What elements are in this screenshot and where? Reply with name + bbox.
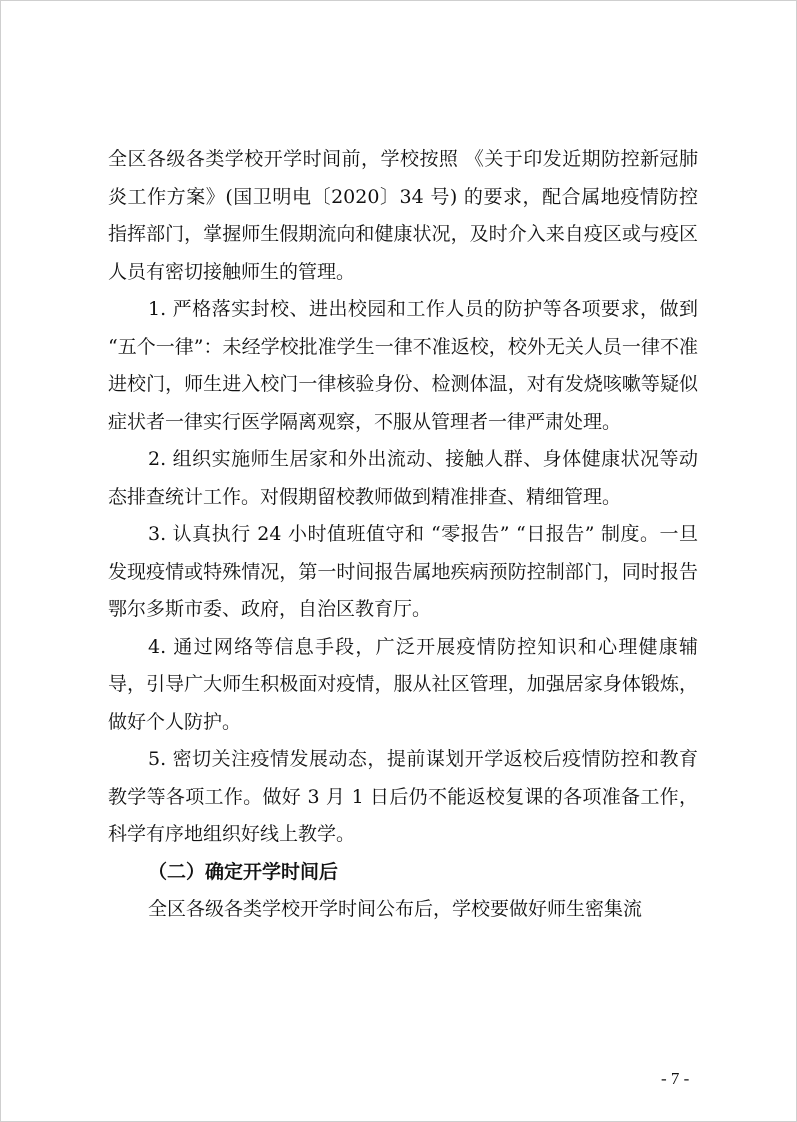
document-body: [108, 141, 698, 929]
paragraph-item-3: 3. 认真执行 24 小时值班值守和 “零报告” “日报告” 制度。一旦发现疫情或特殊情况，第一时间报告属地疾病预防控制部门，同时报告鄂尔多斯市委、政府，自治区教育厅。: [108, 523, 698, 620]
page-number: - 7 -: [661, 1069, 690, 1088]
paragraph-item-1: 1. 严格落实封校、进出校园和工作人员的防护等各项要求，做到 “五个一律”：未经学校批准学生一律不准返校，校外无关人员一律不准进校门，师生进入校门一律核验身份、检测体温，对有发烧咳嗽等疑似症状者一律实行医学隔离观察，不服从管理者一律严肃处理。: [108, 298, 698, 433]
paragraph-final: 全区各级各类学校开学时间公布后，学校要做好师生密集流: [148, 898, 643, 920]
section-heading: （二）确定开学时间后: [148, 860, 339, 883]
paragraph-item-5: 5. 密切关注疫情发展动态，提前谋划开学返校后疫情防控和教育教学等各项工作。做好 3 月 1 日后仍不能返校复课的各项准备工作，科学有序地组织好线上教学。: [108, 748, 698, 845]
paragraph-item-2: 2. 组织实施师生居家和外出流动、接触人群、身体健康状况等动态排查统计工作。对假期留校教师做到精准排查、精细管理。: [108, 448, 698, 508]
paragraph-item-4: 4. 通过网络等信息手段，广泛开展疫情防控知识和心理健康辅导，引导广大师生积极面对疫情，服从社区管理，加强居家身体锻炼，做好个人防护。: [108, 635, 698, 733]
paragraph-intro: 全区各级各类学校开学时间前，学校按照 《关于印发近期防控新冠肺炎工作方案》(国卫明电〔2020〕34 号) 的要求，配合属地疫情防控指挥部门，掌握师生假期流向和健康状况，及时介入来自疫区或与疫区人员有密切接触师生的管理。: [108, 148, 698, 283]
